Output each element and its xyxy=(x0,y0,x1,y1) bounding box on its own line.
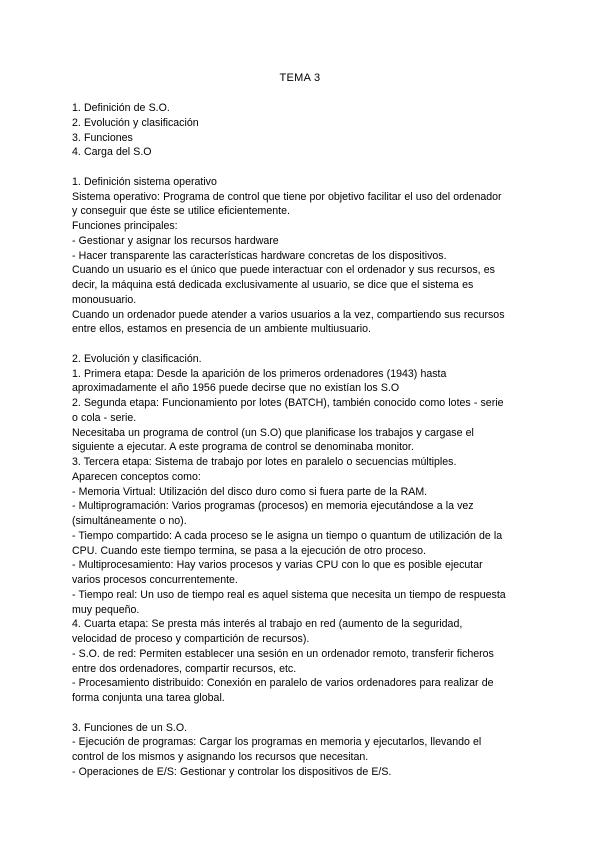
text-line: CPU. Cuando este tiempo termina, se pasa a la ejecución de otro proceso. xyxy=(72,544,426,557)
text-line: - Tiempo compartido: A cada proceso se le asigna un tiempo o quantum de utilización de la xyxy=(72,529,503,542)
text-line: velocidad de proceso y compartición de recursos). xyxy=(72,633,310,645)
text-line: Cuando un usuario es el único que puede interactuar con el ordenador y sus recursos, es xyxy=(72,264,495,277)
text-line: decir, la máquina está dedicada exclusivamente al usuario, se dice que el sistema es xyxy=(72,279,474,291)
text-line: - S.O. de red: Permiten establecer una sesión en un ordenador remoto, transferir ficheros xyxy=(72,647,494,660)
document-body xyxy=(72,101,532,780)
toc-item: 4. Carga del S.O xyxy=(72,146,152,159)
text-line: control de los mismos y asignando los recursos que necesitan. xyxy=(72,751,369,763)
text-line: Necesitaba un programa de control (un S.O) que planificase los trabajos y cargase el xyxy=(72,426,474,439)
spacer xyxy=(72,160,532,175)
page-title: TEMA 3 xyxy=(279,72,321,84)
text-line: forma conjunta una tarea global. xyxy=(72,692,225,704)
text-line: monousuario. xyxy=(72,293,137,306)
text-line: - Multiprogramación: Varios programas (procesos) en memoria ejecutándose a la vez xyxy=(72,500,474,513)
section-heading: 1. Definición sistema operativo xyxy=(72,175,217,188)
text-line: Cuando un ordenador puede atender a varios usuarios a la vez, compartiendo sus recursos xyxy=(72,308,505,321)
text-line: aproximadamente el año 1956 puede decirse que no existían los S.O xyxy=(72,382,400,395)
spacer xyxy=(72,706,532,721)
section-funciones xyxy=(72,721,532,780)
text-line: - Procesamiento distribuido: Conexión en paralelo de varios ordenadores para realizar de xyxy=(72,677,494,690)
toc-item: 3. Funciones xyxy=(72,131,133,144)
text-line: - Gestionar y asignar los recursos hardware xyxy=(72,234,279,247)
text-line: 3. Tercera etapa: Sistema de trabajo por lotes en paralelo o secuencias múltiples. xyxy=(72,456,457,468)
text-line: muy pequeño. xyxy=(72,603,140,616)
toc-item: 1. Definición de S.O. xyxy=(72,102,170,114)
toc-item: 2. Evolución y clasificación xyxy=(72,116,199,129)
text-line: 4. Cuarta etapa: Se presta más interés al trabajo en red (aumento de la seguridad, xyxy=(72,618,463,631)
text-line: o cola - serie. xyxy=(72,411,137,424)
spacer xyxy=(72,337,532,352)
text-line: 1. Primera etapa: Desde la aparición de los primeros ordenadores (1943) hasta xyxy=(72,367,447,380)
section-evolucion xyxy=(72,352,532,706)
text-line: Aparecen conceptos como: xyxy=(72,470,201,483)
text-line: Funciones principales: xyxy=(72,220,178,232)
text-line: siguiente a ejecutar. A este programa de control se denominaba monitor. xyxy=(72,441,414,454)
text-line: - Tiempo real: Un uso de tiempo real es aquel sistema que necesita un tiempo de respuesta xyxy=(72,588,506,601)
text-line: 2. Segunda etapa: Funcionamiento por lotes (BATCH), también conocido como lotes - serie xyxy=(72,397,504,409)
section-definicion xyxy=(72,175,532,337)
text-line: entre dos ordenadores, compartir recursos, etc. xyxy=(72,662,297,675)
text-line: varios procesos concurrentemente. xyxy=(72,574,238,586)
text-line: - Memoria Virtual: Utilización del disco duro como si fuera parte de la RAM. xyxy=(72,485,428,498)
text-line: (simultáneamente o no). xyxy=(72,515,187,527)
table-of-contents xyxy=(72,101,532,160)
text-line: - Multiprocesamiento: Hay varios procesos y varias CPU con lo que es posible ejecutar xyxy=(72,559,483,572)
text-line: - Hacer transparente las características hardware concretas de los dispositivos. xyxy=(72,249,447,262)
text-line: - Operaciones de E/S: Gestionar y controlar los dispositivos de E/S. xyxy=(72,765,392,778)
section-heading: 3. Funciones de un S.O. xyxy=(72,721,188,734)
text-line: y conseguir que éste se utilice eficientemente. xyxy=(72,205,290,218)
section-heading: 2. Evolución y clasificación. xyxy=(72,352,202,365)
text-line: entre ellos, estamos en presencia de un ambiente multiusuario. xyxy=(72,323,371,336)
text-line: Sistema operativo: Programa de control que tiene por objetivo facilitar el uso del ordenador xyxy=(72,190,502,203)
text-line: - Ejecución de programas: Cargar los programas en memoria y ejecutarlos, llevando el xyxy=(72,736,482,749)
